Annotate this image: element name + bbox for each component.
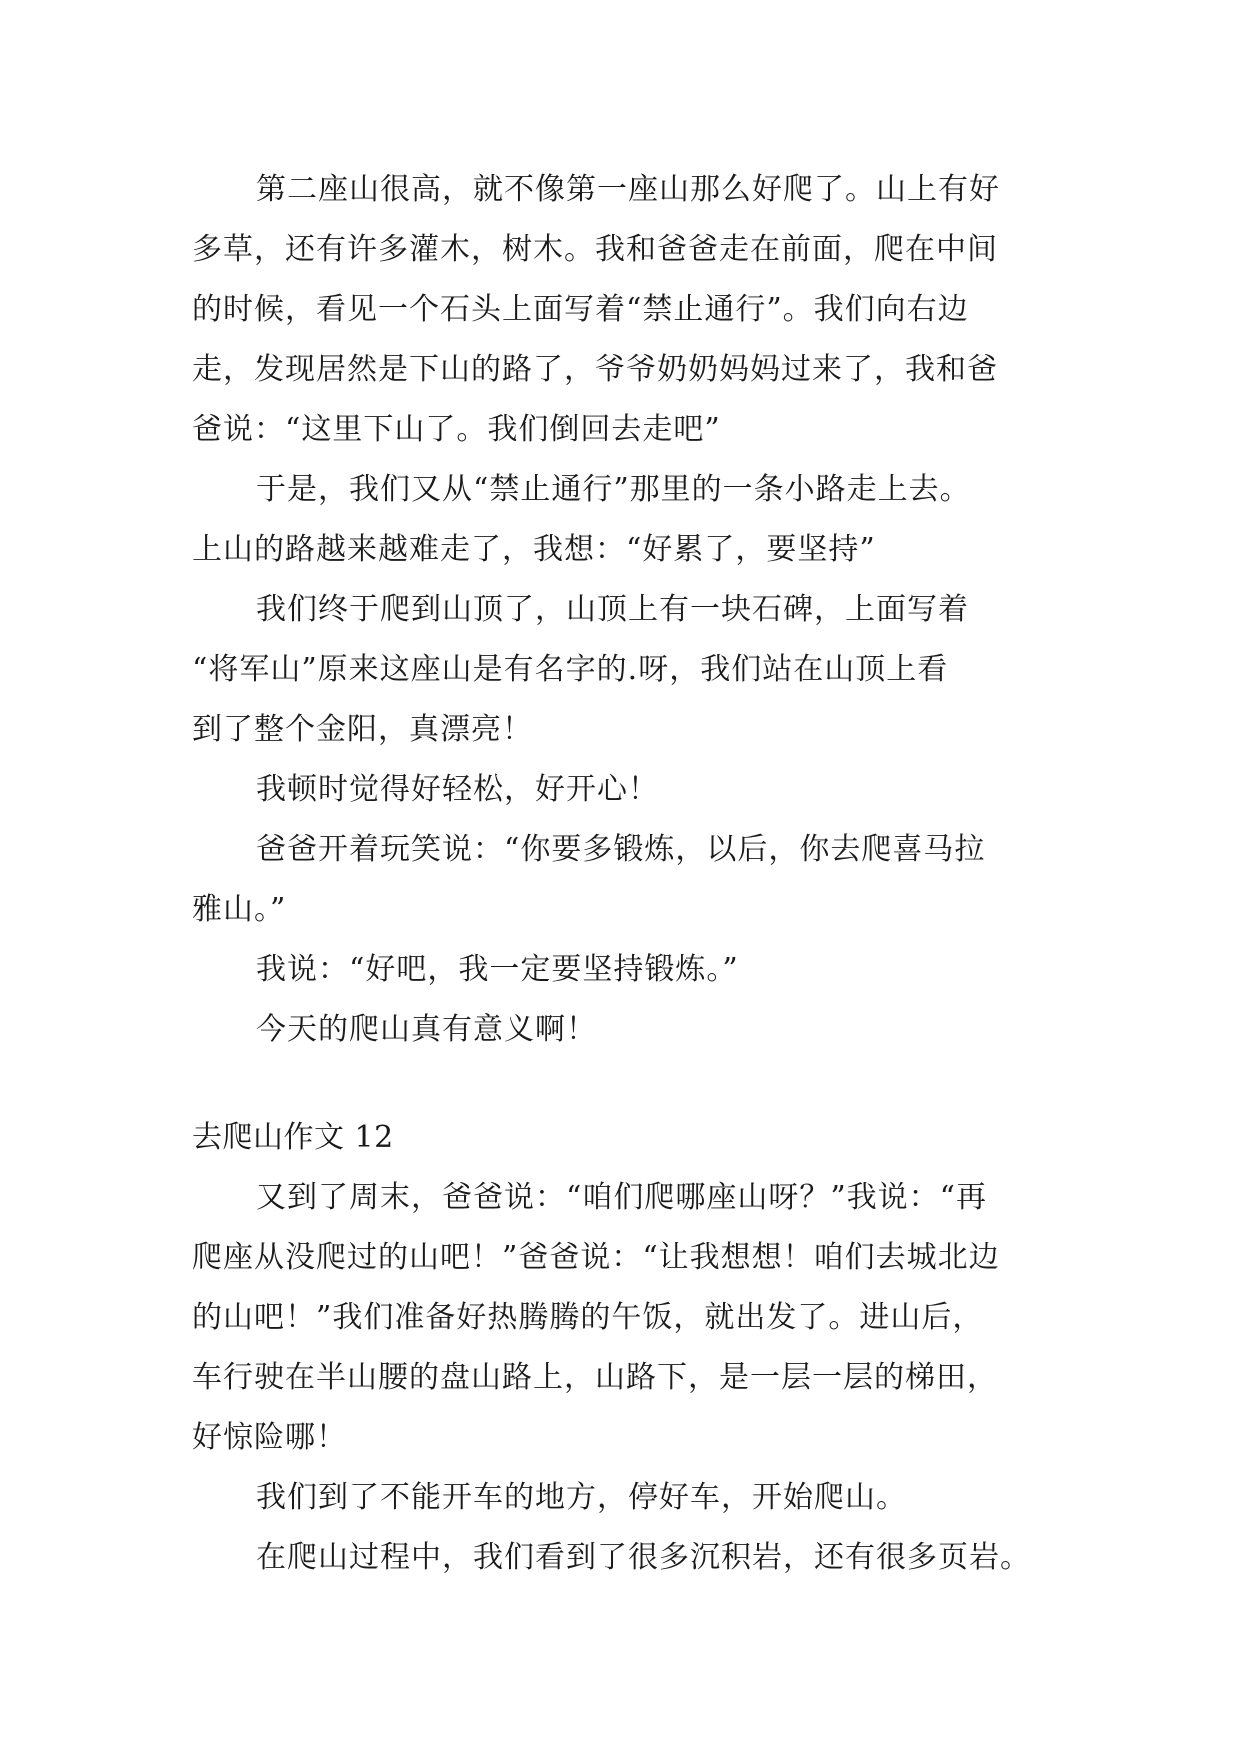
text-line: 好惊险哪！ (192, 1420, 347, 1455)
text-line: 走，发现居然是下山的路了，爷爷奶奶妈妈过来了，我和爸 (192, 352, 998, 387)
paragraph (192, 1528, 1062, 1588)
text-line: 又到了周末，爸爸说：“咱们爬哪座山呀？”我说：“再 (256, 1180, 988, 1215)
text-line: 的时候，看见一个石头上面写着“禁止通行”。我们向右边 (192, 292, 969, 327)
text-line: 今天的爬山真有意义啊！ (256, 1012, 597, 1047)
text-line: 在爬山过程中，我们看到了很多沉积岩，还有很多页岩。 (256, 1540, 1031, 1575)
text-line: 第二座山很高，就不像第一座山那么好爬了。山上有好 (256, 172, 1000, 207)
text-line: 的山吧！”我们准备好热腾腾的午饭，就出发了。进山后， (192, 1300, 984, 1335)
text-line: 多草，还有许多灌木，树木。我和爸爸走在前面，爬在中间 (192, 232, 998, 267)
paragraph (192, 820, 1062, 940)
text-line: 到了整个金阳，真漂亮！ (192, 712, 533, 747)
section-heading: 去爬山作文 12 (192, 1120, 394, 1155)
paragraph (192, 1168, 1062, 1468)
paragraph (192, 580, 1062, 760)
text-line: 爸说：“这里下山了。我们倒回去走吧” (192, 412, 721, 447)
document-page (192, 160, 1062, 1588)
text-line: 于是，我们又从“禁止通行”那里的一条小路走上去。 (256, 472, 971, 507)
text-line: 我们终于爬到山顶了，山顶上有一块石碑，上面写着 (256, 592, 969, 627)
section-gap (192, 1060, 1062, 1108)
text-line: 车行驶在半山腰的盘山路上，山路下，是一层一层的梯田， (192, 1360, 998, 1395)
text-line: 我说：“好吧，我一定要坚持锻炼。” (256, 952, 739, 987)
text-line: 爸爸开着玩笑说：“你要多锻炼，以后，你去爬喜马拉 (256, 832, 986, 867)
text-line: 我顿时觉得好轻松，好开心！ (256, 772, 659, 807)
text-line: 上山的路越来越难走了，我想：“好累了，要坚持” (192, 532, 876, 567)
text-line: 我们到了不能开车的地方，停好车，开始爬山。 (256, 1480, 907, 1515)
text-line: “将军山”原来这座山是有名字的.呀，我们站在山顶上看 (192, 652, 949, 687)
paragraph (192, 160, 1062, 460)
paragraph (192, 760, 1062, 820)
text-line: 雅山。” (192, 892, 287, 927)
paragraph (192, 940, 1062, 1000)
paragraph (192, 1000, 1062, 1060)
text-line: 爬座从没爬过的山吧！”爸爸说：“让我想想！咱们去城北边 (192, 1240, 1000, 1275)
paragraph (192, 1468, 1062, 1528)
paragraph (192, 460, 1062, 580)
